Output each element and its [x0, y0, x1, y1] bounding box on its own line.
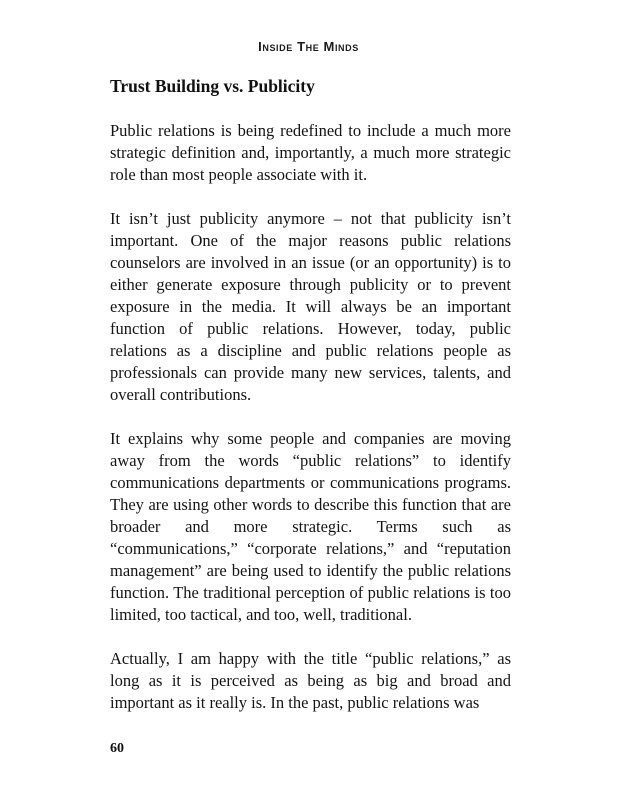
- running-header: Inside The Minds: [258, 39, 359, 54]
- paragraph-1: Public relations is being redefined to include a much more strategic definition and, importantly, a much more strategic role than most people associate with it.: [110, 121, 511, 184]
- section-title: Trust Building vs. Publicity: [110, 76, 315, 96]
- paragraph-2: It isn’t just publicity anymore – not that publicity isn’t important. One of the major reasons public relations counselors are involved in an issue (or an opportunity) is to either generate exposure through publicity or to prevent exposure in the media. It will always be an important function of public relations. However, today, public relations as a discipline and public relations people as professionals can provide many new services, talents, and overall contributions.: [110, 209, 511, 404]
- page-number: 60: [110, 741, 124, 756]
- paragraph-4: Actually, I am happy with the title “public relations,” as long as it is perceived as being as big and broad and important as it really is. In the past, public relations was: [110, 649, 511, 712]
- page-body: [110, 74, 511, 714]
- paragraph-3: It explains why some people and companies are moving away from the words “public relations” to identify communications departments or communications programs. They are using other words to describe this function that are broader and more strategic. Terms such as “communications,” “corporate relations,” and “reputation management” are being used to identify the public relations function. The traditional perception of public relations is too limited, too tactical, and too, well, traditional.: [110, 429, 511, 624]
